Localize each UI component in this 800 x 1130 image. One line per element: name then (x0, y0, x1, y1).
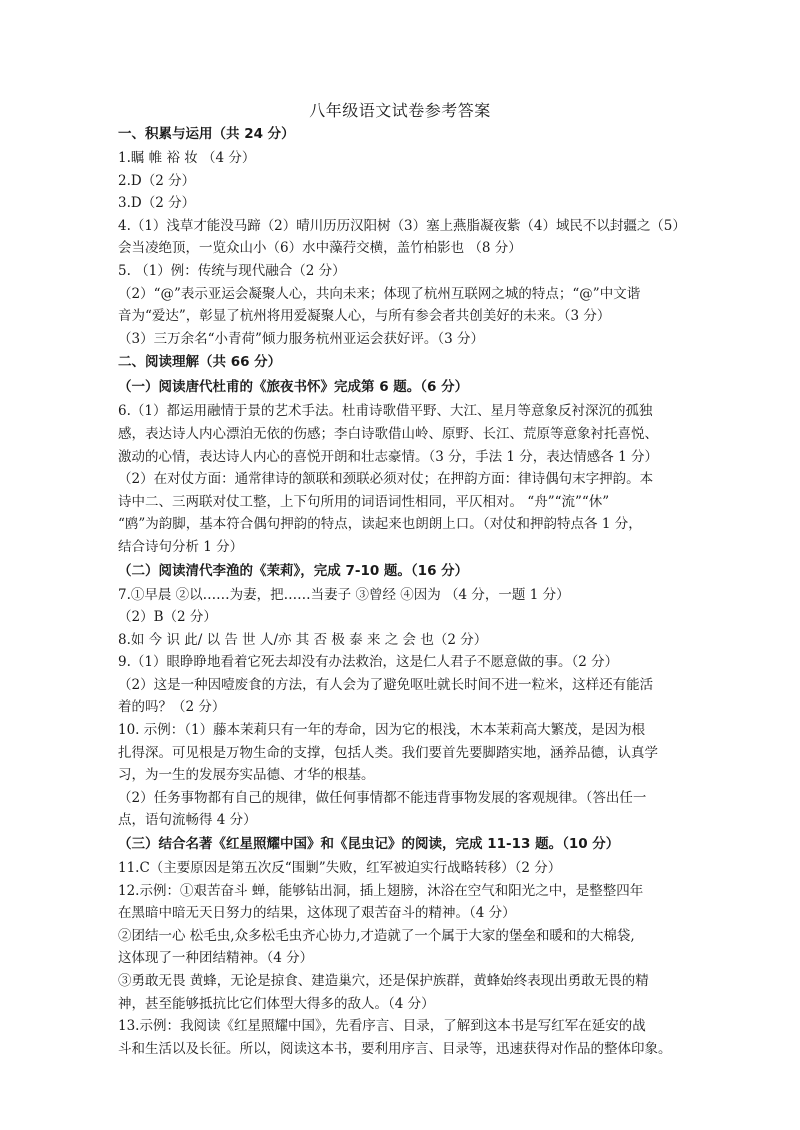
answer-line: 扎得深。可见根是万物生命的支撑，包括人类。我们要首先要脚踏实地，涵养品德，认真学 (118, 744, 658, 761)
section-heading: 二、阅读理解（共 66 分） (118, 354, 282, 371)
answer-line: （2）任务事物都有自己的规律，做任何事情都不能违背事物发展的客观规律。（答出任一 (118, 789, 647, 806)
answer-line: 9.（1）眼睁睁地看着它死去却没有办法救治，这是仁人君子不愿意做的事。（2 分） (118, 654, 619, 671)
answer-line: 感，表达诗人内心漂泊无依的伤感；李白诗歌借山岭、原野、长江、荒原等意象衬托喜悦、 (118, 425, 658, 442)
answer-line: 12.示例：①艰苦奋斗 蝉，能够钻出洞，插上翅膀，沐浴在空气和阳光之中，是整整四年 (118, 882, 644, 899)
answer-line: 4.（1）浅草才能没马蹄（2）晴川历历汉阳树（3）塞上燕脂凝夜紫（4）域民不以封疆之（5） (118, 217, 686, 234)
answer-line: 11.C（主要原因是第五次反“围剿”失败，红军被迫实行战略转移）（2 分） (118, 860, 562, 877)
answer-line: 诗中二、三两联对仗工整，上下句所用的词语词性相同，平仄相对。 “舟”“流”“休” (118, 493, 610, 510)
answer-line: 在黑暗中暗无天日努力的结果，这体现了艰苦奋斗的精神。（4 分） (118, 905, 516, 922)
answer-line: 激动的心情，表达诗人内心的喜悦开朗和壮志豪情。（3 分，手法 1 分，表达情感各 1 分） (118, 448, 658, 465)
answer-line: 8.如 今 识 此/ 以 告 世 人/亦 其 否 极 泰 来 之 会 也（2 分） (118, 631, 488, 648)
answer-line: 会当凌绝顶，一览众山小（6）水中藻荇交横，盖竹柏影也 （8 分） (118, 240, 522, 257)
answer-line: 2.D（2 分） (118, 172, 196, 189)
section-heading: （二）阅读清代李渔的《茉莉》，完成 7-10 题。（16 分） (118, 562, 469, 579)
answer-line: ②团结一心 松毛虫,众多松毛虫齐心协力,才造就了一个属于大家的堡垒和暖和的大棉袋, (118, 927, 635, 944)
answer-line: （2）“@”表示亚运会凝聚人心，共向未来；体现了杭州互联网之城的特点；“@”中文谐 (118, 285, 641, 302)
answer-line: 10. 示例：（1）藤本茉莉只有一年的寿命，因为它的根浅，木本茉莉高大繁茂，是因为根 (118, 722, 646, 739)
answer-line: （3）三万余名“小青荷”倾力服务杭州亚运会获好评。（3 分） (118, 330, 485, 347)
page-title: 八年级语文试卷参考答案 (309, 101, 491, 120)
answer-line: 7.①早晨 ②以……为妻，把……当妻子 ③曾经 ④因为 （4 分，一题 1 分） (118, 586, 570, 603)
answer-line: “鸥”为韵脚，基本符合偶句押韵的特点，读起来也朗朗上口。（对仗和押韵特点各 1 分， (118, 516, 642, 533)
section-heading: 一、积累与运用（共 24 分） (118, 126, 295, 142)
answer-line: ③勇敢无畏 黄蜂，无论是掠食、建造巢穴，还是保护族群，黄蜂始终表现出勇敢无畏的精 (118, 973, 649, 989)
answer-line: 5. （1）例：传统与现代融合（2 分） (118, 262, 346, 279)
answer-line: 音为“爱达”，彰显了杭州将用爱凝聚人心，与所有参会者共创美好的未来。（3 分） (118, 308, 611, 325)
answer-line: 3.D（2 分） (118, 195, 196, 212)
answer-line: 这体现了一种团结精神。（4 分） (118, 950, 314, 967)
section-heading: （三）结合名著《红星照耀中国》和《昆虫记》的阅读，完成 11-13 题。（10 分） (118, 836, 620, 853)
answer-line: 神，甚至能够抵抗比它们体型大得多的敌人。（4 分） (118, 995, 435, 1012)
answer-line: 着的吗？（2 分） (118, 699, 226, 716)
answer-line: 13.示例：我阅读《红星照耀中国》，先看序言、目录，了解到这本书是写红军在延安的战 (118, 1018, 646, 1035)
answer-line: 习，为一生的发展夯实品德、才华的根基。 (118, 767, 375, 784)
answer-line: 点，语句流畅得 4 分） (118, 812, 257, 829)
answer-line: 斗和生活以及长征。所以，阅读这本书，要利用序言、目录等，迅速获得对作品的整体印象。 (118, 1040, 672, 1057)
answer-line: （2）在对仗方面：通常律诗的颔联和颈联必须对仗；在押韵方面：律诗偶句末字押韵。本 (118, 471, 654, 488)
section-heading: （一）阅读唐代杜甫的《旅夜书怀》完成第 6 题。（6 分） (118, 379, 469, 396)
answer-body (118, 122, 686, 1060)
answer-line: 1.瞩 帷 裕 妆 （4 分） (118, 150, 256, 166)
answer-line: （2）B（2 分） (118, 609, 217, 626)
answer-line: 结合诗句分析 1 分） (118, 538, 244, 555)
answer-line: （2）这是一种因噎废食的方法，有人会为了避免呕吐就长时间不进一粒米，这样还有能活 (118, 676, 654, 693)
answer-line: 6.（1）都运用融情于景的艺术手法。杜甫诗歌借平野、大江、星月等意象反衬深沉的孤独 (118, 403, 653, 420)
